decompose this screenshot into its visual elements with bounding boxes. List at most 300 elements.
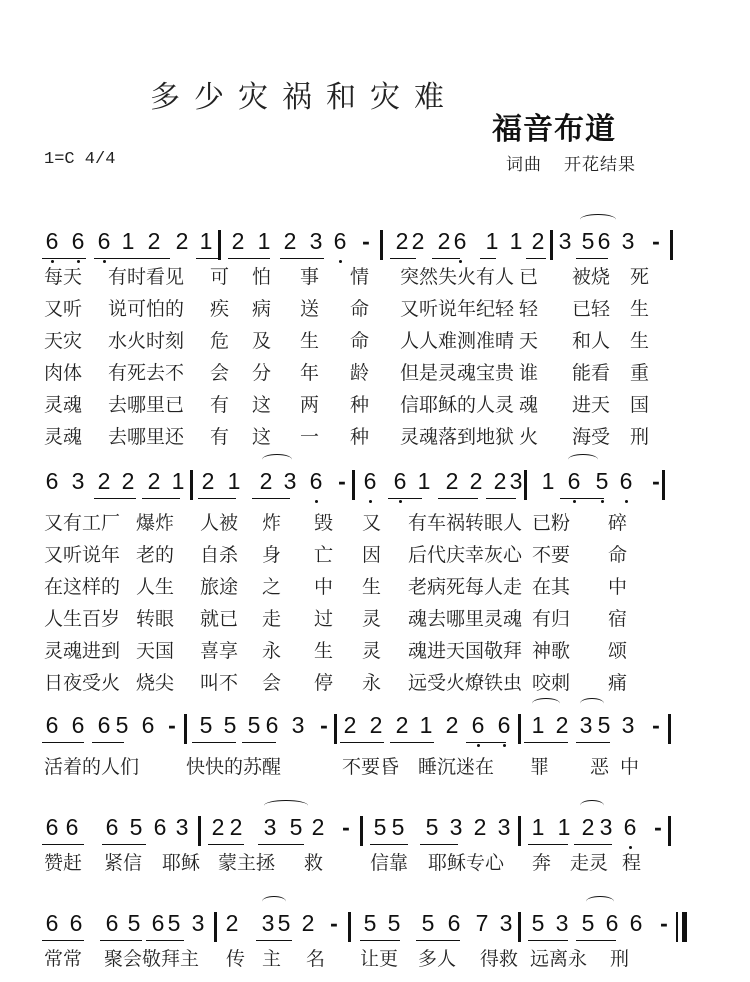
slur-arc <box>568 454 598 465</box>
note: 3 <box>283 468 297 494</box>
barline <box>670 230 673 260</box>
note: 6 <box>65 814 79 840</box>
lyric-word: 炸 <box>262 512 282 534</box>
lyric-word: 会 <box>262 672 282 694</box>
lyric-word: 后代庆幸灰心 <box>408 544 523 566</box>
lyric-word: 因 <box>362 544 382 566</box>
lyric-word: 刑 <box>610 948 630 970</box>
lyric-word: 走 <box>262 608 282 630</box>
lyric-word: 和人 <box>572 330 611 352</box>
beam-underline <box>528 940 568 941</box>
slur-arc <box>532 698 560 709</box>
lyric-word: 远受火燎铁虫 <box>408 672 523 694</box>
barline <box>190 470 193 500</box>
note: 1 <box>531 814 545 840</box>
lyric-word: 远离永 <box>530 948 588 970</box>
note: 2 <box>147 468 161 494</box>
note: 2 <box>175 228 189 254</box>
note: 2 <box>437 228 451 254</box>
note: 2 <box>231 228 245 254</box>
note: 3 <box>599 814 613 840</box>
note: 3 <box>621 712 635 738</box>
lyric-word: 送 <box>300 298 320 320</box>
note: 3 <box>309 228 323 254</box>
beam-underline <box>208 844 244 845</box>
beam-underline <box>256 940 292 941</box>
note: 3 <box>449 814 463 840</box>
note: 7 <box>475 910 489 936</box>
lyric-word: 又 <box>362 512 382 534</box>
lyric-word: 有车祸转眼人 <box>408 512 523 534</box>
lyric-word: 人生 <box>136 576 175 598</box>
note: 2 <box>121 468 135 494</box>
lyric-word: 宿 <box>608 608 628 630</box>
sustain-dash: - <box>320 712 328 738</box>
note: 6 <box>605 910 619 936</box>
note: 5 <box>127 910 141 936</box>
lyric-word: 灵 <box>362 608 382 630</box>
lyric-word: 能看 <box>572 362 611 384</box>
lyric-word: 活着的人们 <box>44 756 140 778</box>
note: 5 <box>581 910 595 936</box>
lyric-word: 火 <box>519 426 539 448</box>
note: 6 <box>45 712 59 738</box>
lyric-word: 说可怕的 <box>108 298 185 320</box>
beam-underline <box>432 258 460 259</box>
lyric-word: 爆炸 <box>136 512 175 534</box>
note-low-octave: 6 <box>363 468 377 494</box>
beam-underline <box>480 258 496 259</box>
lyric-line <box>0 604 750 636</box>
lyric-word: 灵魂落到地狱 <box>400 426 515 448</box>
lyric-line <box>0 508 750 540</box>
lyric-word: 生 <box>630 330 650 352</box>
slur-arc <box>580 698 604 709</box>
note: 3 <box>261 910 275 936</box>
lyric-line <box>0 262 750 294</box>
lyric-word: 聚会敬拜主 <box>104 948 200 970</box>
beam-underline <box>528 844 568 845</box>
note: 6 <box>629 910 643 936</box>
note: 5 <box>425 814 439 840</box>
note-low-octave: 6 <box>333 228 347 254</box>
lyric-word: 疾 <box>210 298 230 320</box>
lyric-word: 亡 <box>314 544 334 566</box>
barline <box>518 816 521 846</box>
lyric-word: 永 <box>362 672 382 694</box>
beam-underline <box>388 498 422 499</box>
beam-underline <box>42 844 84 845</box>
note: 5 <box>277 910 291 936</box>
sustain-dash: - <box>652 712 660 738</box>
beam-underline <box>420 844 458 845</box>
beam-underline <box>486 498 516 499</box>
note: 3 <box>263 814 277 840</box>
note: 2 <box>469 468 483 494</box>
lyric-word: 每天 <box>44 266 83 288</box>
sustain-dash: - <box>652 468 660 494</box>
note: 2 <box>445 468 459 494</box>
note-low-octave: 6 <box>619 468 633 494</box>
sustain-dash: - <box>362 228 370 254</box>
beam-underline <box>94 258 146 259</box>
notation-line <box>0 228 750 262</box>
lyric-word: 耶稣 <box>162 852 201 874</box>
lyric-word: 刑 <box>630 426 650 448</box>
lyric-word: 又听说年 <box>44 544 121 566</box>
lyric-word: 中 <box>314 576 334 598</box>
lyric-word: 转眼 <box>136 608 175 630</box>
beam-underline <box>576 940 616 941</box>
barline <box>668 714 671 744</box>
note: 3 <box>291 712 305 738</box>
beam-underline <box>280 258 324 259</box>
lyric-word: 走灵 <box>570 852 609 874</box>
slur-arc <box>264 800 308 811</box>
note: 2 <box>343 712 357 738</box>
note: 6 <box>153 814 167 840</box>
lyric-line <box>0 390 750 422</box>
note: 5 <box>247 712 261 738</box>
sustain-dash: - <box>330 910 338 936</box>
barline <box>550 230 553 260</box>
lyric-line <box>0 540 750 572</box>
lyric-word: 中 <box>608 576 628 598</box>
lyric-word: 轻 <box>519 298 539 320</box>
barline <box>198 816 201 846</box>
note: 3 <box>558 228 572 254</box>
lyric-word: 蒙主拯 <box>218 852 276 874</box>
beam-underline <box>42 258 86 259</box>
song-title: 多少灾祸和灾难 <box>150 80 458 115</box>
beam-underline <box>258 844 304 845</box>
note: 2 <box>395 228 409 254</box>
lyric-line <box>0 636 750 668</box>
slur-arc <box>580 800 604 811</box>
note: 6 <box>141 712 155 738</box>
beam-underline <box>142 498 180 499</box>
barline <box>518 714 521 744</box>
barline <box>352 470 355 500</box>
beam-underline <box>92 742 124 743</box>
lyric-word: 有 <box>210 426 230 448</box>
lyric-word: 就已 <box>200 608 239 630</box>
beam-underline <box>560 498 604 499</box>
note: 6 <box>105 910 119 936</box>
lyric-word: 又听说年纪轻 <box>400 298 515 320</box>
note: 2 <box>97 468 111 494</box>
note: 1 <box>541 468 555 494</box>
note: 2 <box>147 228 161 254</box>
barline <box>214 912 217 942</box>
note: 2 <box>369 712 383 738</box>
note: 1 <box>509 228 523 254</box>
lyric-word: 命 <box>350 330 370 352</box>
slur-arc <box>580 214 616 225</box>
lyric-word: 中 <box>620 756 640 778</box>
note: 1 <box>121 228 135 254</box>
lyric-line <box>0 944 750 976</box>
sustain-dash: - <box>342 814 350 840</box>
credit-label: 词曲 <box>506 155 542 175</box>
lyric-word: 生 <box>362 576 382 598</box>
note: 6 <box>69 910 83 936</box>
beam-underline <box>370 844 408 845</box>
lyric-word: 重 <box>630 362 650 384</box>
note-low-octave: 6 <box>393 468 407 494</box>
lyric-word: 在这样的 <box>44 576 121 598</box>
barline <box>518 912 521 942</box>
lyric-word: 被烧 <box>572 266 611 288</box>
note: 2 <box>311 814 325 840</box>
lyric-word: 危 <box>210 330 230 352</box>
lyric-word: 人人难测准晴 <box>400 330 515 352</box>
note: 1 <box>557 814 571 840</box>
barline <box>348 912 351 942</box>
lyric-word: 事 <box>300 266 320 288</box>
key-signature: 1=C 4/4 <box>44 150 116 169</box>
barline <box>360 816 363 846</box>
note: 5 <box>115 712 129 738</box>
lyric-line <box>0 572 750 604</box>
lyric-word: 分 <box>252 362 272 384</box>
credit-author: 开花结果 <box>564 155 636 175</box>
lyric-word: 生 <box>314 640 334 662</box>
lyric-word: 碎 <box>608 512 628 534</box>
note: 6 <box>265 712 279 738</box>
lyric-word: 种 <box>350 426 370 448</box>
lyric-word: 灵魂 <box>44 426 83 448</box>
beam-underline <box>466 742 506 743</box>
lyric-word: 信靠 <box>370 852 409 874</box>
note: 2 <box>581 814 595 840</box>
notation-line <box>0 814 750 848</box>
beam-underline <box>102 844 146 845</box>
note: 1 <box>485 228 499 254</box>
note: 6 <box>45 468 59 494</box>
note: 3 <box>555 910 569 936</box>
note: 2 <box>211 814 225 840</box>
note-low-octave: 6 <box>45 228 59 254</box>
lyric-word: 睡沉迷在 <box>418 756 495 778</box>
note: 2 <box>201 468 215 494</box>
lyric-word: 怕 <box>252 266 272 288</box>
lyric-word: 有归 <box>532 608 571 630</box>
lyric-word: 已轻 <box>572 298 611 320</box>
barline <box>524 470 527 500</box>
note: 1 <box>199 228 213 254</box>
lyric-word: 老病死每人走 <box>408 576 523 598</box>
beam-underline <box>252 498 290 499</box>
lyric-word: 已粉 <box>532 512 571 534</box>
note: 5 <box>581 228 595 254</box>
lyric-word: 种 <box>350 394 370 416</box>
lyric-word: 去哪里已 <box>108 394 185 416</box>
beam-underline <box>146 940 184 941</box>
beam-underline <box>438 498 478 499</box>
note: 6 <box>45 814 59 840</box>
lyric-word: 程 <box>622 852 642 874</box>
note: 5 <box>223 712 237 738</box>
notation-line <box>0 910 750 944</box>
lyric-line <box>0 358 750 390</box>
final-barline-thin <box>676 912 678 942</box>
note: 5 <box>387 910 401 936</box>
beam-underline <box>576 258 608 259</box>
credit <box>506 150 636 175</box>
note: 5 <box>129 814 143 840</box>
beam-underline <box>390 742 434 743</box>
beam-underline <box>146 258 170 259</box>
lyric-word: 有时看见 <box>108 266 185 288</box>
lyric-word: 龄 <box>350 362 370 384</box>
note: 3 <box>497 814 511 840</box>
lyric-word: 去哪里还 <box>108 426 185 448</box>
lyric-word: 突然失火有人 <box>400 266 515 288</box>
note: 5 <box>597 712 611 738</box>
lyric-word: 主 <box>262 948 282 970</box>
lyric-word: 人生百岁 <box>44 608 121 630</box>
sustain-dash: - <box>660 910 668 936</box>
lyric-word: 永 <box>262 640 282 662</box>
beam-underline <box>340 742 384 743</box>
lyric-word: 奔 <box>532 852 552 874</box>
lyric-word: 恶 <box>590 756 610 778</box>
lyric-word: 赞赶 <box>44 852 83 874</box>
lyric-line <box>0 326 750 358</box>
beam-underline <box>42 742 84 743</box>
lyric-word: 又有工厂 <box>44 512 121 534</box>
lyric-word: 会 <box>210 362 230 384</box>
lyric-word: 自杀 <box>200 544 239 566</box>
beam-underline <box>94 498 136 499</box>
sustain-dash: - <box>654 814 662 840</box>
beam-underline <box>100 940 142 941</box>
lyric-word: 日夜受火 <box>44 672 121 694</box>
lyric-word: 又听 <box>44 298 83 320</box>
lyric-word: 不要昏 <box>342 756 400 778</box>
lyric-word: 天国 <box>136 640 175 662</box>
lyric-word: 魂 <box>519 394 539 416</box>
lyric-word: 救 <box>304 852 324 874</box>
lyric-word: 情 <box>350 266 370 288</box>
lyric-line <box>0 668 750 700</box>
note-low-octave: 6 <box>309 468 323 494</box>
lyric-word: 死 <box>630 266 650 288</box>
lyric-word: 停 <box>314 672 334 694</box>
note: 2 <box>259 468 273 494</box>
lyric-line <box>0 848 750 880</box>
lyric-word: 灵魂 <box>44 394 83 416</box>
note: 1 <box>417 468 431 494</box>
lyric-word: 生 <box>300 330 320 352</box>
barline <box>380 230 383 260</box>
beam-underline <box>242 742 276 743</box>
lyric-word: 让更 <box>360 948 399 970</box>
note-low-octave: 6 <box>97 228 111 254</box>
lyric-word: 痛 <box>608 672 628 694</box>
barline <box>218 230 221 260</box>
lyric-word: 天 <box>519 330 539 352</box>
note-low-octave: 6 <box>623 814 637 840</box>
lyric-word: 在其 <box>532 576 571 598</box>
lyric-word: 信耶稣的人灵 <box>400 394 515 416</box>
note: 6 <box>97 712 111 738</box>
lyric-word: 毁 <box>314 512 334 534</box>
lyric-word: 肉体 <box>44 362 83 384</box>
lyric-word: 命 <box>350 298 370 320</box>
note: 2 <box>395 712 409 738</box>
note: 2 <box>493 468 507 494</box>
note: 3 <box>175 814 189 840</box>
note-low-octave: 5 <box>595 468 609 494</box>
lyric-word: 国 <box>630 394 650 416</box>
note-low-octave: 6 <box>497 712 511 738</box>
note: 5 <box>373 814 387 840</box>
beam-underline <box>228 258 270 259</box>
barline <box>662 470 665 500</box>
lyric-word: 生 <box>630 298 650 320</box>
note: 3 <box>71 468 85 494</box>
lyric-word: 得救 <box>480 948 519 970</box>
beam-underline <box>196 258 220 259</box>
lyric-word: 可 <box>210 266 230 288</box>
note: 2 <box>411 228 425 254</box>
barline <box>184 714 187 744</box>
beam-underline <box>42 940 84 941</box>
barline <box>334 714 337 744</box>
note: 1 <box>531 712 545 738</box>
lyric-word: 快快的苏醒 <box>186 756 282 778</box>
note: 5 <box>199 712 213 738</box>
lyric-line <box>0 752 750 784</box>
beam-underline <box>524 742 568 743</box>
lyric-word: 一 <box>300 426 320 448</box>
lyric-word: 传 <box>226 948 246 970</box>
lyric-word: 过 <box>314 608 334 630</box>
note: 2 <box>229 814 243 840</box>
lyric-word: 身 <box>262 544 282 566</box>
beam-underline <box>360 940 400 941</box>
slur-arc <box>262 454 292 465</box>
slur-arc <box>262 896 286 907</box>
beam-underline <box>416 940 460 941</box>
lyric-word: 咬刺 <box>532 672 571 694</box>
lyric-word: 天灾 <box>44 330 83 352</box>
note: 6 <box>71 712 85 738</box>
lyric-word: 两 <box>300 394 320 416</box>
lyric-word: 灵魂进到 <box>44 640 121 662</box>
lyric-word: 名 <box>306 948 326 970</box>
note: 6 <box>105 814 119 840</box>
final-barline <box>682 912 687 942</box>
lyric-word: 多人 <box>418 948 457 970</box>
note: 3 <box>509 468 523 494</box>
note: 2 <box>445 712 459 738</box>
note-low-octave: 6 <box>471 712 485 738</box>
lyric-word: 常常 <box>44 948 83 970</box>
lyric-word: 之 <box>262 576 282 598</box>
lyric-word: 耶稣专心 <box>428 852 505 874</box>
barline <box>668 816 671 846</box>
notation-line <box>0 712 750 746</box>
note: 3 <box>499 910 513 936</box>
lyric-word: 老的 <box>136 544 175 566</box>
note-low-octave: 6 <box>567 468 581 494</box>
lyric-word: 灵 <box>362 640 382 662</box>
beam-underline <box>198 498 236 499</box>
note: 2 <box>531 228 545 254</box>
